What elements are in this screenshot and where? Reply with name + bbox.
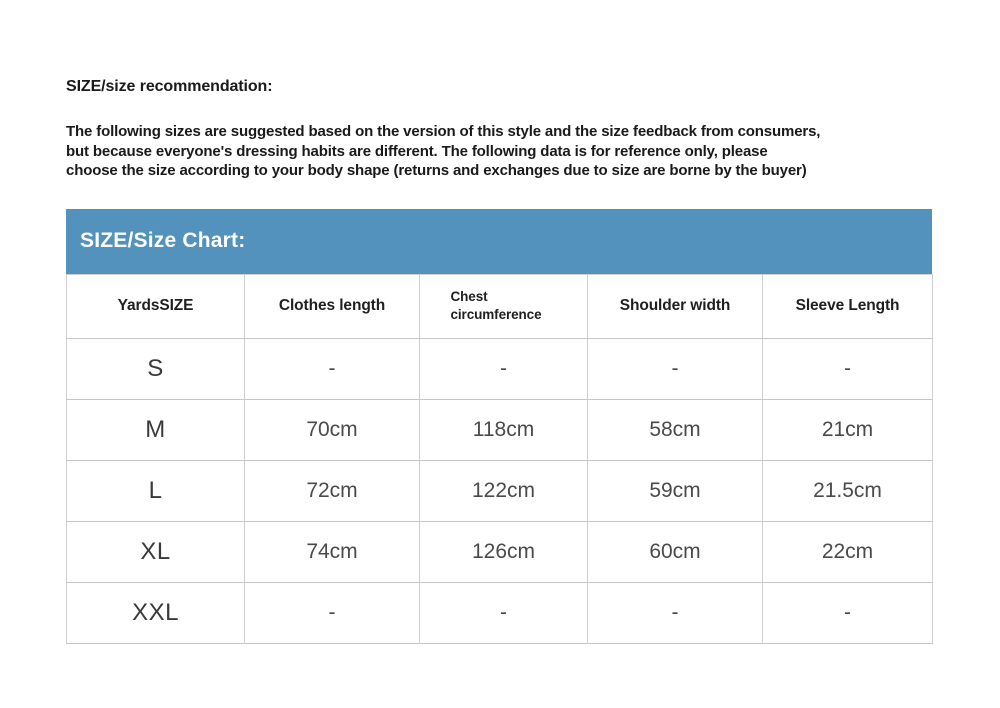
value-cell: 72cm [245, 460, 420, 521]
size-cell: XL [67, 521, 245, 582]
value-cell: 74cm [245, 521, 420, 582]
intro-line: but because everyone's dressing habits are different. The following data is for reference only, please [66, 142, 768, 160]
value-cell: - [420, 338, 588, 399]
size-cell: XXL [67, 582, 245, 643]
value-cell: 122cm [420, 460, 588, 521]
table-row-m [67, 399, 933, 460]
value-cell: - [245, 338, 420, 399]
value-cell: 21cm [763, 399, 933, 460]
size-chart-header-bar [66, 209, 932, 274]
value-cell: - [763, 582, 933, 643]
table-row-xl [67, 521, 933, 582]
col-header-shoulder-width: Shoulder width [588, 274, 763, 338]
col-header-yards-size: YardsSIZE [67, 274, 245, 338]
page-title: SIZE/size recommendation: [66, 78, 273, 95]
col-header-sleeve-length: Sleeve Length [763, 274, 933, 338]
size-cell: M [67, 399, 245, 460]
intro-line: choose the size according to your body shape (returns and exchanges due to size are borne by the buyer) [66, 162, 807, 179]
value-cell: 70cm [245, 399, 420, 460]
value-cell: 60cm [588, 521, 763, 582]
intro-paragraph [66, 122, 938, 181]
table-row-l [67, 460, 933, 521]
table-row-s [67, 338, 933, 399]
size-chart-table [66, 274, 933, 644]
col-header-clothes-length: Clothes length [245, 274, 420, 338]
value-cell: - [245, 582, 420, 643]
value-cell: 59cm [588, 460, 763, 521]
value-cell: 58cm [588, 399, 763, 460]
value-cell: - [588, 582, 763, 643]
value-cell: - [763, 338, 933, 399]
value-cell: 118cm [420, 399, 588, 460]
size-cell: S [67, 338, 245, 399]
table-header-row [67, 274, 933, 338]
size-chart-title: SIZE/Size Chart: [80, 229, 246, 252]
value-cell: - [588, 338, 763, 399]
value-cell: 126cm [420, 521, 588, 582]
size-cell: L [67, 460, 245, 521]
value-cell: - [420, 582, 588, 643]
value-cell: 22cm [763, 521, 933, 582]
col-header-chest-circumference: Chest circumference [420, 274, 588, 338]
table-row-xxl [67, 582, 933, 643]
value-cell: 21.5cm [763, 460, 933, 521]
intro-line: The following sizes are suggested based on the version of this style and the size feedback from consumers, [66, 123, 821, 140]
